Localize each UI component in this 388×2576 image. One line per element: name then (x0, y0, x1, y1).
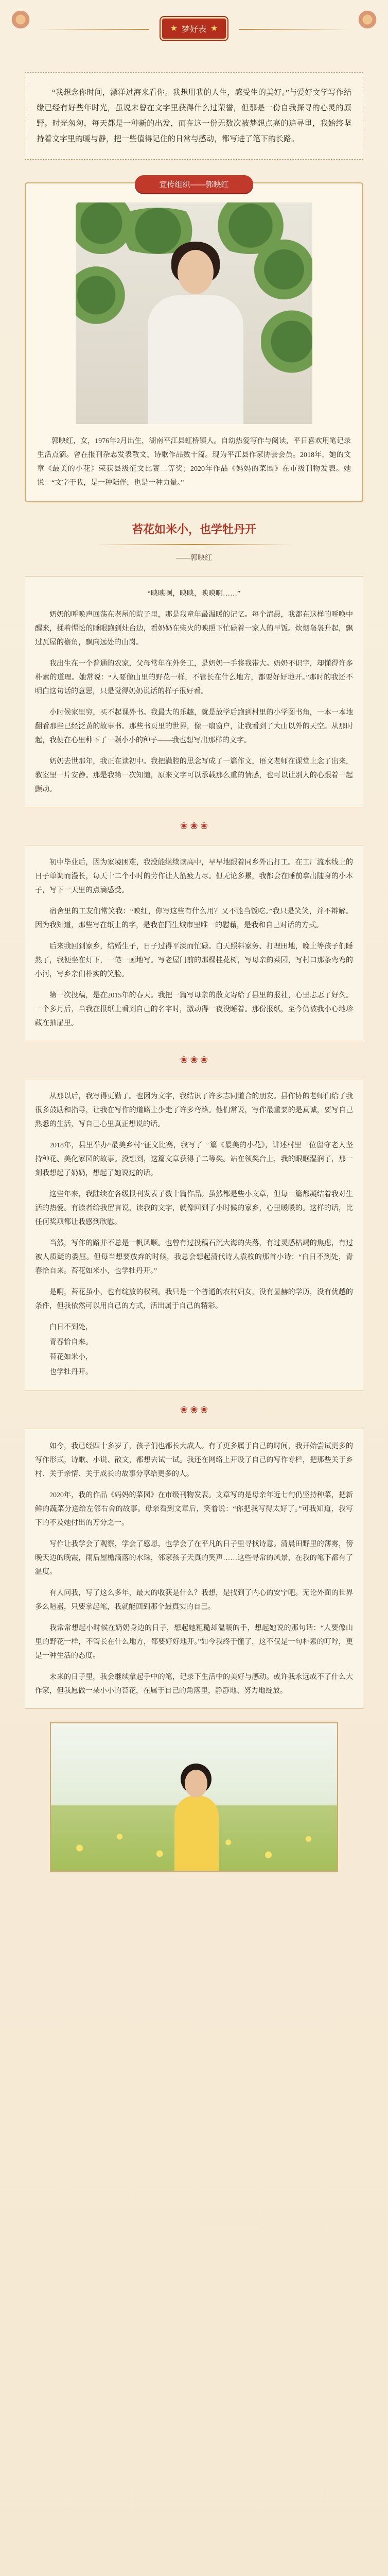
flower-decoration-icon (356, 8, 379, 31)
paragraph: 2018年，县里举办“最美乡村”征文比赛，我写了一篇《最美的小花》，讲述村里一位留守老人坚持种花、美化家园的故事。没想到，这篇文章获得了二等奖。站在领奖台上，我的眼眶湿润了，那一刻我想起了奶奶，想起了她说过的话。 (35, 1142, 353, 1177)
star-icon: ★ (210, 24, 218, 33)
person-body (148, 295, 243, 424)
paragraph: 后来我回到家乡，结婚生子，日子过得平淡而忙碌。白天照料家务、打理田地，晚上等孩子们睡熟了，我便坐在灯下，一笔一画地写。写老屋门前的那棵桂花树，写母亲的菜园，写村口那条弯弯的小河，写乡亲们朴实的笑脸。 (35, 943, 353, 978)
decorative-line (239, 29, 352, 30)
poem-line: 也学牡丹开。 (49, 1368, 93, 1376)
poem-line: 苔花如米小， (49, 1353, 93, 1361)
flower-decoration-icon (9, 8, 32, 31)
paragraph: 初中毕业后，因为家境困难，我没能继续读高中，早早地跟着同乡外出打工。在工厂流水线上的日子单调而漫长，每天十二个小时的劳作让人筋疲力尽。但无论多累，我都会在睡前拿出随身的小本子，写下一天里的点滴感受。 (35, 859, 353, 894)
section-divider: ❀ ❀ ❀ (180, 1404, 208, 1415)
section-divider: ❀ ❀ ❀ (180, 1055, 208, 1065)
header-badge (162, 19, 226, 39)
article-section-2 (25, 845, 363, 1041)
header-badge-label: 梦好表 (181, 25, 206, 34)
profile-card (25, 182, 363, 502)
poem-line: 白日不到处， (49, 1324, 93, 1331)
profile-text: 郭映红，女，1976年2月出生，湖南平江县虹桥镇人。自幼热爱写作与阅读，平日喜欢用笔记录生活点滴。曾在报刊杂志发表散文、诗歌作品数十篇。现为平江县作家协会会员。2018年，她的文章《最美的小花》荣获县级征文比赛二等奖；2020年作品《妈妈的菜园》在市级刊物发表。她说：“文字于我，是一种陪伴，也是一种力量。” (37, 437, 351, 487)
intro-text: “我想念你时间，漂洋过海来看你。我想用我的人生，感受生的美好。”与爱好文学写作结缘已经有好些年时光，虽说未曾在文字里获得什么过荣誉，但那是一份自我探寻的心灵的原野。时光匆匆，每天都是一种新的出发，而在这一份无数次被梦想点亮的追寻里，我始终坚持着文字里的暖与静，把一些值得记住的日常与感动，都写进了笔下的长路。 (25, 72, 363, 160)
section-divider: ❀ ❀ ❀ (180, 821, 208, 831)
paragraph: 未来的日子里，我会继续拿起手中的笔，记录下生活中的美好与感动。或许我永远成不了什么大作家，但我愿做一朵小小的苔花，在属于自己的角落里，静静地、努力地绽放。 (35, 1673, 353, 1695)
vine-decoration (261, 300, 312, 383)
paragraph: 从那以后，我写得更勤了。也因为文字，我结识了许多志同道合的朋友。县作协的老师们给了我很多鼓励和指导，让我在写作的道路上少走了许多弯路。他们常说，写作最重要的是真诚，要写自己熟悉的生活，写自己心里真正想说的话。 (35, 1093, 353, 1128)
paragraph: 这些年来，我陆续在各级报刊发表了数十篇作品。虽然都是些小文章，但每一篇都凝结着我对生活的热爱。有读者给我留言说，读我的文字，就像回到了小时候的家乡，心里暖暖的。这样的话，比任何奖项都让我感到欣慰。 (35, 1191, 353, 1226)
article-title: 苔花如米小，也学牡丹开 (131, 523, 256, 536)
paragraph: 是啊，苔花虽小，也有绽放的权利。我只是一个普通的农村妇女，没有显赫的学历，没有优越的条件，但我依然可以用自己的方式，活出属于自己的精彩。 (35, 1289, 353, 1310)
person-head (185, 1770, 207, 1798)
paragraph: 奶奶的呼唤声回荡在老屋的院子里，那是我童年最温暖的记忆。每个清晨，我都在这样的呼唤中醒来，揉着惺忪的睡眼跑到灶台边，看奶奶在柴火的映照下忙碌着一家人的早饭。炊烟袅袅升起，飘过瓦屋的檐角，飘向远处的山岗。 (35, 611, 353, 647)
paragraph: 如今，我已经四十多岁了，孩子们也都长大成人。有了更多属于自己的时间，我开始尝试更多的写作形式，诗歌、小说、散文，都想去试一试。我还在网络上开设了自己的写作专栏，把那些关于乡村、关于亲情、关于成长的故事分享给更多的人。 (35, 1443, 353, 1478)
top-banner (0, 0, 388, 57)
article-section-4 (25, 1429, 363, 1709)
title-underline (96, 544, 292, 545)
bottom-photo (50, 1722, 338, 1872)
paragraph: 写作让我学会了观察，学会了感恩，也学会了在平凡的日子里寻找诗意。清晨田野里的薄雾，傍晚天边的晚霞，雨后屋檐滴落的水珠，邻家孩子天真的笑声……这些寻常的风景，在我的笔下都有了温度。 (35, 1540, 353, 1576)
article-section-1 (25, 576, 363, 807)
star-icon: ★ (170, 24, 178, 33)
paragraph: 2020年，我的作品《妈妈的菜园》在市级刊物发表。文章写的是母亲年近七旬仍坚持种菜，把新鲜的蔬菜分送给左邻右舍的故事。母亲看到文章后，笑着说：“你把我写得太好了。”可我知道，我写下的不及她付出的万分之一。 (35, 1492, 353, 1527)
opening-quote: “映映啊，映映，映映啊……” (147, 590, 241, 598)
article-section-3 (25, 1079, 363, 1391)
byline: ——郭映红 (176, 554, 212, 562)
paragraph: 宿舍里的工友们常笑我：“映红，你写这些有什么用？又不能当饭吃。”我只是笑笑，并不辩解。因为我知道，那些写在纸上的字，是我在陌生城市里唯一的慰藉，是我和自己对话的方式。 (35, 908, 353, 929)
vine-decoration (245, 239, 312, 300)
poem-line: 青春恰自来。 (49, 1338, 93, 1346)
author-portrait (76, 202, 312, 424)
profile-tag: 宣传组织——郭映红 (135, 175, 253, 193)
paragraph: 第一次投稿，是在2015年的春天。我把一篇写母亲的散文寄给了县里的报社，心里忐忑了好久。一个多月后，当我在报纸上看到自己的名字时，激动得一夜没睡着。那份报纸，至今仍被我小心地珍藏在抽屉里。 (35, 992, 353, 1027)
paragraph: 有人问我，写了这么多年，最大的收获是什么？我想，是找到了内心的安宁吧。无论外面的世界多么喧嚣，只要拿起笔，我就能回到那个最真实的自己。 (35, 1589, 353, 1611)
paragraph: 小时候家里穷，买不起课外书。我最大的乐趣，就是放学后跑到村里的小学图书角，一本一本地翻看那些已经泛黄的故事书。那些书页里的世界，像一扇窗户，让我看到了大山以外的天空。从那时起，我便在心里种下了一颗小小的种子——我也想写出那样的文字。 (35, 709, 353, 744)
paragraph: 当然，写作的路并不总是一帆风顺。也曾有过投稿石沉大海的失落，有过灵感枯竭的焦虑，有过被人质疑的委屈。但每当想要放弃的时候，我总会想起清代诗人袁枚的那首小诗：“白日不到处，青春恰自来。苔花如米小，也学牡丹开。” (35, 1240, 353, 1275)
vine-decoration (76, 259, 127, 331)
person-head (178, 250, 214, 294)
decorative-line (36, 29, 149, 30)
paragraph: 我常常想起小时候在奶奶身边的日子，想起她粗糙却温暖的手，想起她说的那句话：“人要像山里的野花一样，不管长在什么地方，都要好好地开。”如今我终于懂了，这不仅是一句朴素的叮咛，更是一种生活的态度。 (35, 1624, 353, 1660)
paragraph: 我出生在一个普通的农家，父母常年在外务工，是奶奶一手将我带大。奶奶不识字，却懂得许多朴素的道理。她常说：“人要像山里的野花一样，不管长在什么地方，都要好好地开。”那时的我还不明白这句话的意思，只是觉得奶奶说话的样子很好看。 (35, 660, 353, 696)
paragraph: 奶奶去世那年，我正在读初中。我把满腔的思念写成了一篇作文，语文老师在课堂上念了出来，教室里一片安静。那是我第一次知道，原来文字可以承载那么重的情感，也可以让别人的心跟着一起颤动。 (35, 758, 353, 793)
flower-field (51, 1814, 337, 1871)
